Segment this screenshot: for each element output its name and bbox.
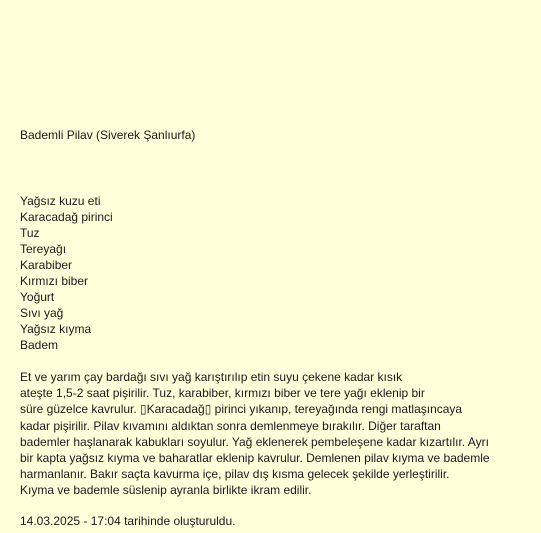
ingredient-item: Kırmızı biber [20, 274, 89, 288]
ingredient-item: Tuz [20, 226, 40, 240]
ingredient-item: Yoğurt [20, 290, 55, 304]
ingredient-item: Karabiber [20, 258, 73, 272]
instruction-line: bademler haşlanarak kabukları soyulur. Yağ eklenerek pembeleşene kadar kızartılır. Ayrı [20, 434, 489, 449]
ingredient-item: Sıvı yağ [20, 306, 64, 320]
instruction-line: Et ve yarım çay bardağı sıvı yağ karıştırılıp etin suyu çekene kadar kısık [20, 370, 403, 384]
created-timestamp: 14.03.2025 - 17:04 tarihinde oluşturuldu. [20, 514, 236, 528]
recipe-title: Bademli Pilav (Siverek Şanlıurfa) [20, 128, 196, 142]
instruction-line: bir kapta yağsız kıyma ve baharatlar eklenip kavrulur. Demlenen pilav kıyma ve bademle [20, 451, 490, 466]
ingredient-item: Karacadağ pirinci [20, 210, 113, 224]
ingredient-list [20, 193, 113, 353]
instruction-line: kadar pişirilir. Pilav kıvamını aldıktan sonra demlenmeye bırakılır. Diğer taraftan [20, 418, 441, 433]
instruction-line: Kıyma ve bademle süslenip ayranla birlikte ikram edilir. [20, 483, 312, 498]
ingredient-item: Yağsız kıyma [20, 322, 92, 336]
instruction-line: harmanlanır. Bakır saçta kavurma içe, pilav dış kısma gelecek şekilde yerleştirilir. [20, 467, 450, 482]
instruction-line: ateşte 1,5-2 saat pişirilir. Tuz, karabiber, kırmızı biber ve tere yağı eklenip bir [20, 386, 425, 401]
ingredient-item: Yağsız kuzu eti [20, 194, 101, 208]
ingredient-item: Badem [20, 338, 59, 352]
ingredient-item: Tereyağı [20, 242, 67, 256]
instruction-line: süre güzelce kavrulur. ▯Karacadağ▯ pirinci yıkanıp, tereyağında rengi matlaşıncaya [20, 402, 463, 417]
recipe-instructions [20, 369, 530, 499]
